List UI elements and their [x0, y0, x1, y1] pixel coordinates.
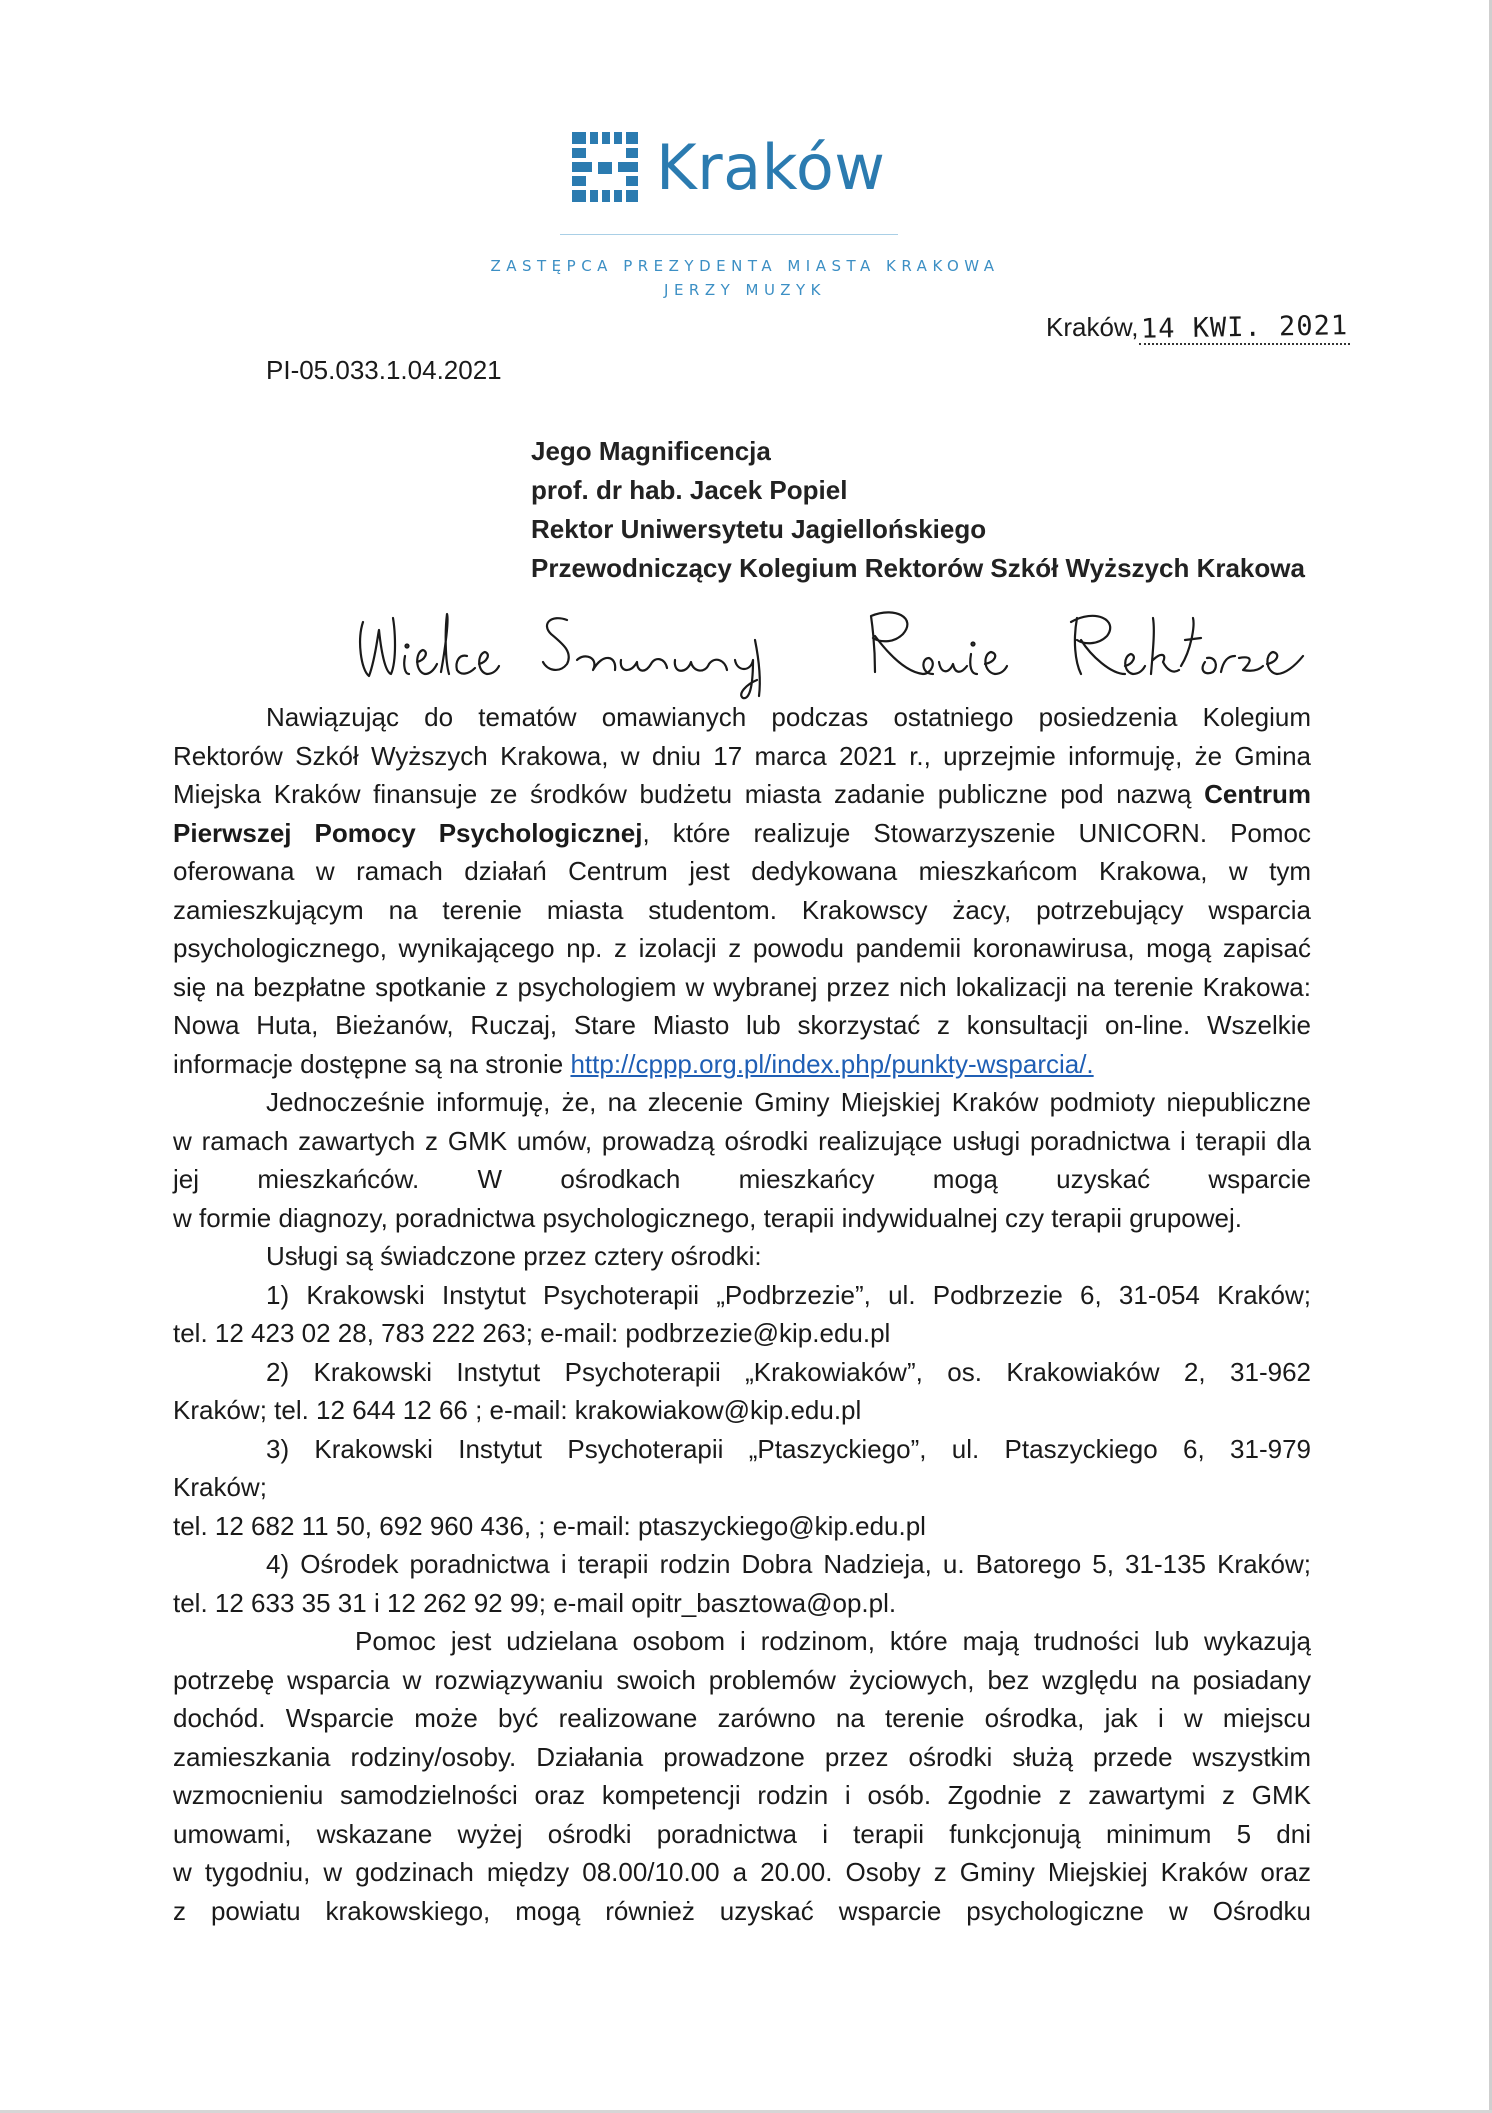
salutation-handwriting	[355, 600, 1315, 700]
center-line: Kraków; tel. 12 644 12 66 ; e-mail: krakowiakow@kip.edu.pl	[173, 1395, 862, 1425]
program-name-bold: Pierwszej Pomocy Psychologicznej	[173, 817, 643, 848]
paragraph-line: zamieszkania rodziny/osoby. Działania prowadzone przez ośrodki służą przede wszystkim	[173, 1741, 1311, 1772]
paragraph-line	[173, 775, 1311, 814]
paragraph-line: w tygodniu, w godzinach między 08.00/10.00 a 20.00. Osoby z Gminy Miejskiej Kraków oraz	[173, 1857, 1311, 1887]
handwritten-date: 14 KWI. 2021	[1140, 310, 1348, 345]
program-name-bold: Centrum	[1204, 779, 1311, 809]
paragraph-line: w ramach zawartych z GMK umów, prowadzą ośrodki realizujące usługi poradnictwa i terapii dla	[173, 1125, 1311, 1156]
letter-body	[173, 698, 1311, 1930]
paragraph-line: Pomoc jest udzielana osobom i rodzinom, które mają trudności lub wykazują	[355, 1626, 1311, 1656]
addressee-line: prof. dr hab. Jacek Popiel	[531, 475, 848, 505]
paragraph-line: Rektorów Szkół Wyższych Krakowa, w dniu 17 marca 2021 r., uprzejmie informuję, że Gmina	[173, 740, 1311, 771]
handwritten-salutation	[355, 600, 1315, 705]
text-run: Miejska Kraków finansuje ze środków budżetu miasta zadanie publiczne pod nazwą	[173, 779, 1192, 809]
paragraph-line	[173, 814, 1311, 853]
paragraph-line: Jednocześnie informuję, że, na zlecenie Gminy Miejskiej Kraków podmioty niepubliczne	[266, 1087, 1311, 1117]
paragraph-line: z powiatu krakowskiego, mogą również uzyskać wsparcie psychologiczne w Ośrodku	[173, 1895, 1311, 1926]
place-and-date	[1046, 312, 1350, 345]
paragraph-line: wzmocnieniu samodzielności oraz kompetencji rodzin i osób. Zgodnie z zawartymi z GMK	[173, 1780, 1311, 1810]
paragraph-line: potrzebę wsparcia w rozwiązywaniu swoich problemów życiowych, bez względu na posiadany	[173, 1664, 1311, 1695]
date-field	[1139, 312, 1350, 345]
paragraph-line: psychologicznego, wynikającego np. z izolacji z powodu pandemii koronawirusa, mogą zapisać	[173, 933, 1311, 963]
reference-number: PI-05.033.1.04.2021	[266, 355, 502, 385]
paragraph-line: się na bezpłatne spotkanie z psychologiem w wybranej przez nich lokalizacji na terenie Krakowa:	[173, 971, 1311, 1002]
office-title: ZASTĘPCA PREZYDENTA MIASTA KRAKOWA	[490, 257, 1000, 275]
center-line: 4) Ośrodek poradnictwa i terapii rodzin Dobra Nadzieja, u. Batorego 5, 31-135 Kraków;	[266, 1549, 1311, 1579]
paragraph-line: dochód. Wsparcie może być realizowane zarówno na terenie ośrodka, jak i w miejscu	[173, 1703, 1311, 1733]
paragraph-line: Nawiązując do tematów omawianych podczas ostatniego posiedzenia Kolegium	[266, 702, 1311, 732]
krakow-logo	[572, 132, 885, 204]
paragraph-line: Nowa Huta, Bieżanów, Ruczaj, Stare Miasto lub skorzystać z konsultacji on-line. Wszelkie	[173, 1010, 1311, 1040]
addressee-line: Rektor Uniwersytetu Jagiellońskiego	[531, 514, 987, 544]
paragraph-line: oferowana w ramach działań Centrum jest dedykowana mieszkańcom Krakowa, w tym	[173, 856, 1311, 886]
list-intro: Usługi są świadczone przez cztery ośrodki:	[266, 1241, 762, 1271]
paragraph-line	[173, 1045, 1311, 1084]
center-line: tel. 12 423 02 28, 783 222 263; e-mail: podbrzezie@kip.edu.pl	[173, 1318, 891, 1348]
brand-name: Kraków	[656, 131, 886, 204]
addressee-line: Jego Magnificencja	[531, 436, 771, 466]
paragraph-line: w formie diagnozy, poradnictwa psychologicznego, terapii indywidualnej czy terapii grupowej.	[173, 1202, 1242, 1233]
city: Kraków,	[1046, 312, 1139, 342]
office-holder: JERZY MUZYK	[664, 281, 826, 299]
center-line: 2) Krakowski Instytut Psychoterapii „Krakowiaków”, os. Krakowiaków 2, 31-962	[266, 1356, 1311, 1387]
text-run: informacje dostępne są na stronie	[173, 1048, 564, 1079]
city-emblem-icon	[572, 132, 638, 204]
addressee-block	[531, 432, 1305, 588]
center-line: 3) Krakowski Instytut Psychoterapii „Ptaszyckiego”, ul. Ptaszyckiego 6, 31-979	[266, 1433, 1311, 1464]
addressee-line: Przewodniczący Kolegium Rektorów Szkół Wyższych Krakowa	[531, 553, 1305, 583]
center-line: tel. 12 682 11 50, 692 960 436, ; e-mail: ptaszyckiego@kip.edu.pl	[173, 1510, 926, 1541]
paragraph-line: jej mieszkańców. W ośrodkach mieszkańcy mogą uzyskać wsparcie	[173, 1164, 1311, 1194]
center-line: tel. 12 633 35 31 i 12 262 92 99; e-mail opitr_basztowa@op.pl.	[173, 1587, 897, 1618]
support-points-link[interactable]: http://cppp.org.pl/index.php/punkty-wsparcia/.	[570, 1048, 1094, 1079]
logo-divider	[560, 234, 898, 235]
paragraph-line: zamieszkującym na terenie miasta studentom. Krakowscy żacy, potrzebujący wsparcia	[173, 894, 1311, 925]
text-run: , które realizuje Stowarzyszenie UNICORN. Pomoc	[642, 817, 1311, 848]
center-line: Kraków;	[173, 1472, 267, 1502]
center-line: 1) Krakowski Instytut Psychoterapii „Podbrzezie”, ul. Podbrzezie 6, 31-054 Kraków;	[266, 1279, 1311, 1310]
paragraph-line: umowami, wskazane wyżej ośrodki poradnictwa i terapii funkcjonują minimum 5 dni	[173, 1818, 1311, 1849]
